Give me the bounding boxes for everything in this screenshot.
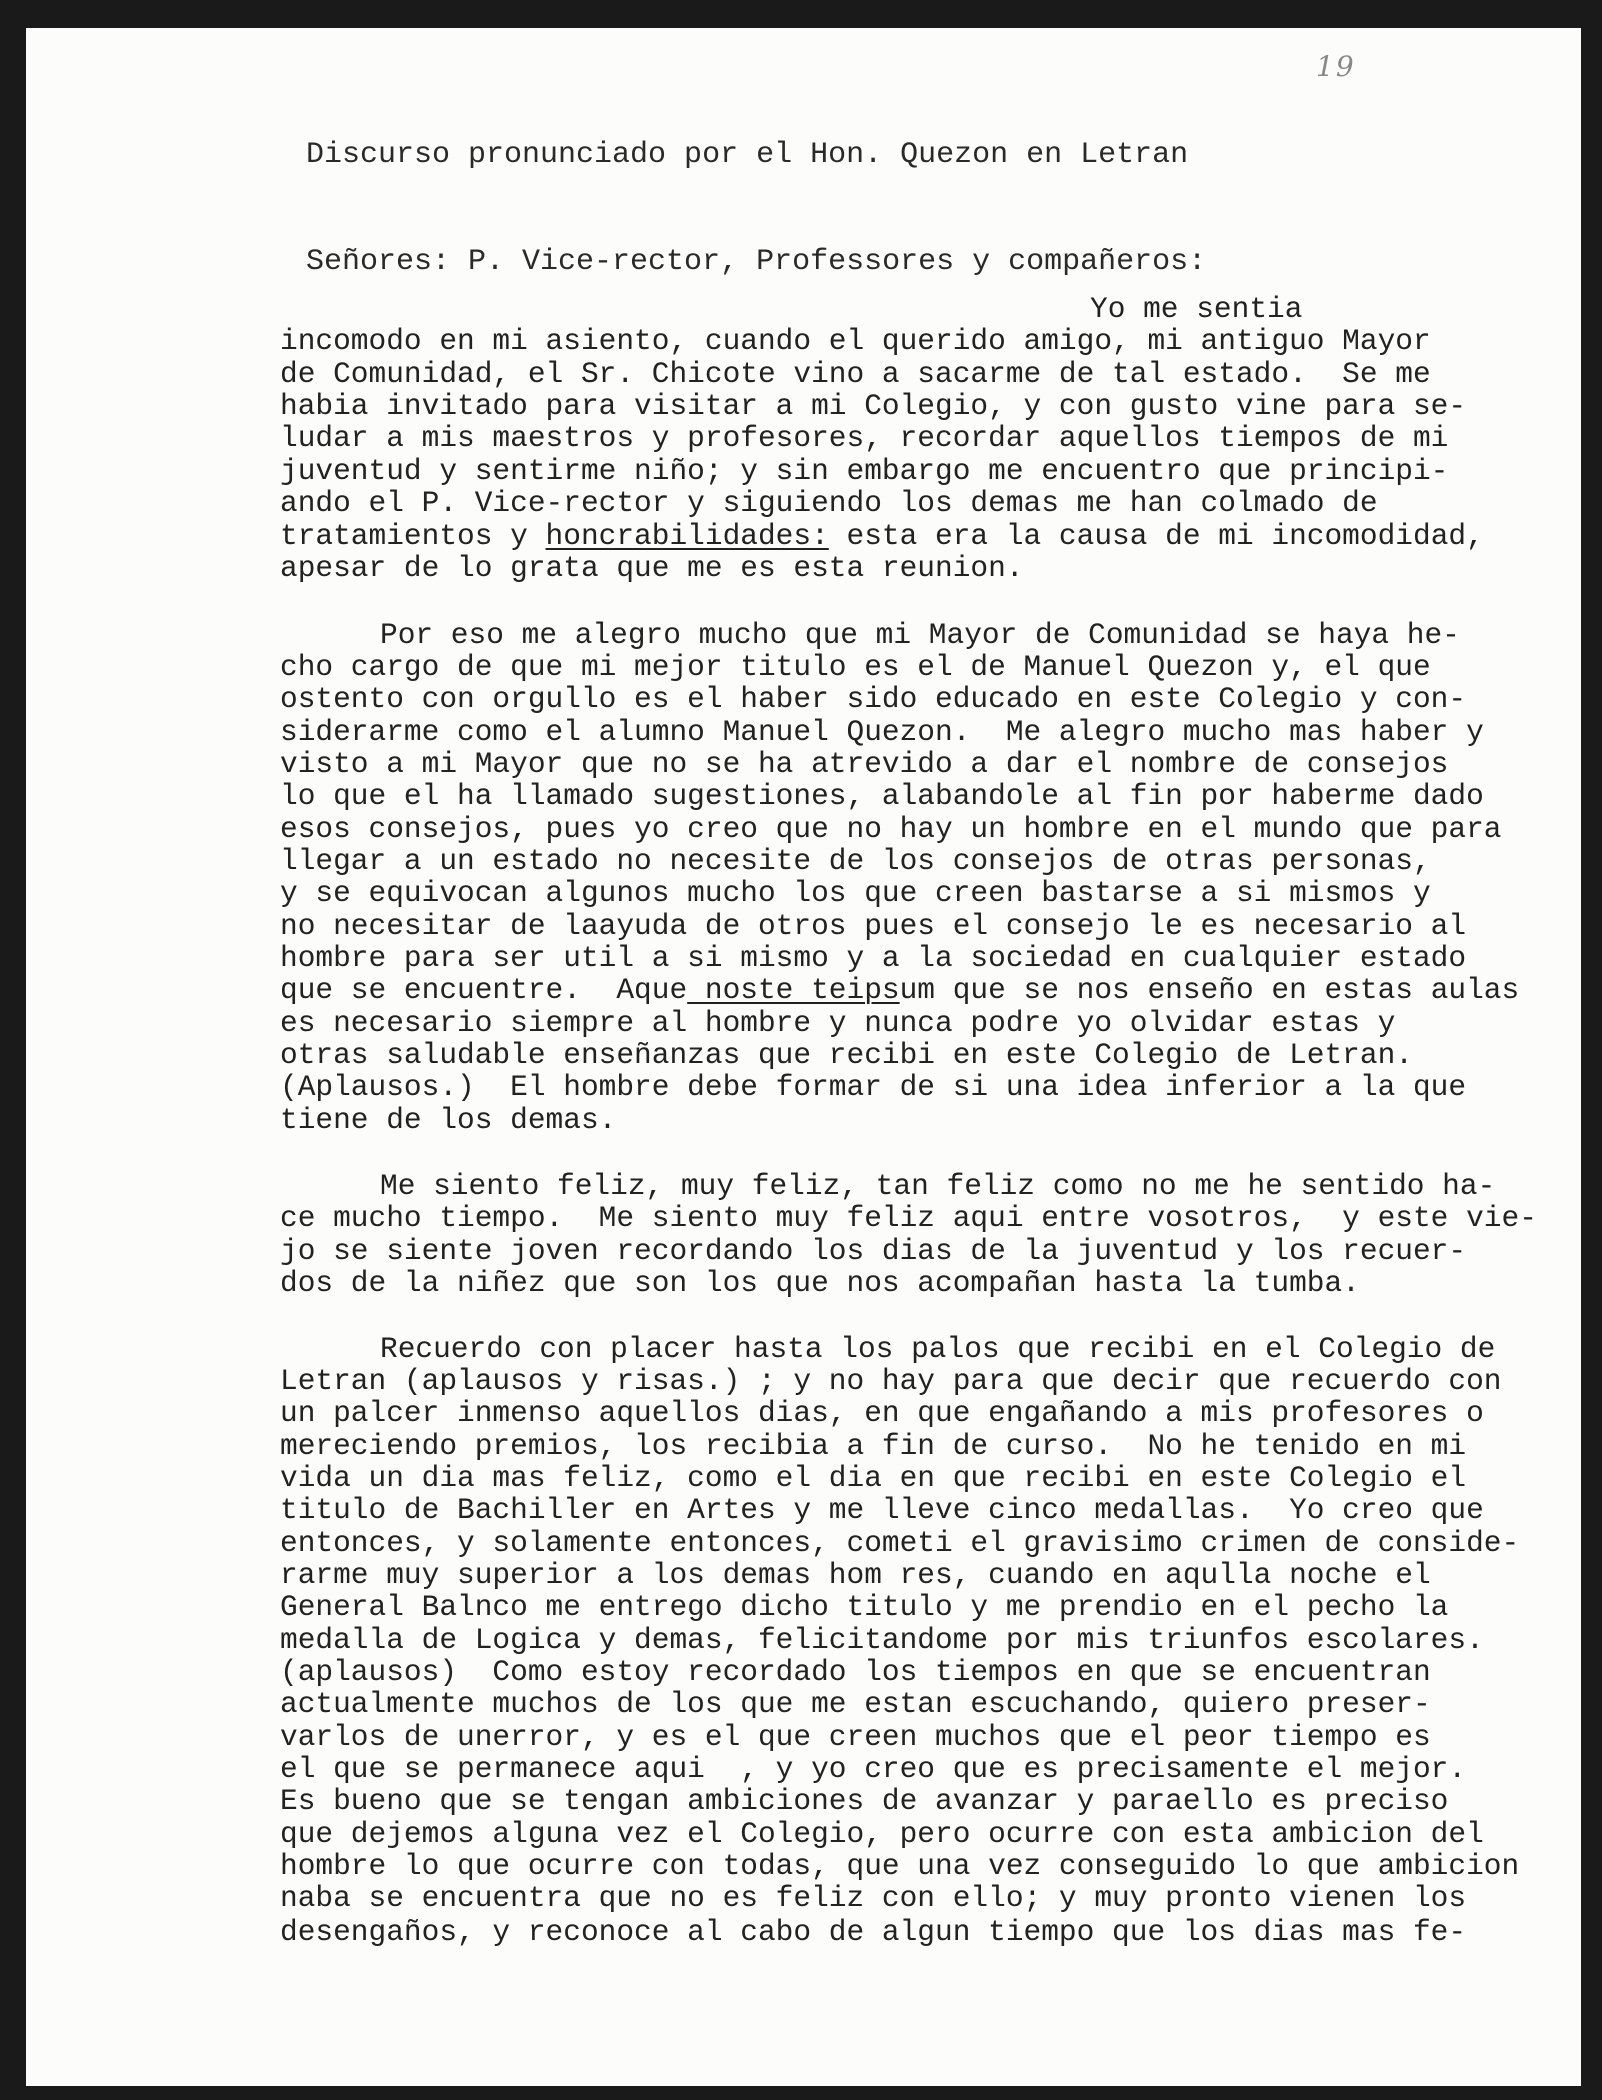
text-line: tratamientos y honcrabilidades: esta era la causa de mi incomodidad,	[280, 519, 1484, 553]
text-line: tiene de los demas.	[280, 1103, 617, 1137]
text-line: Yo me sentia	[1090, 292, 1303, 326]
text-line: vida un dia mas feliz, como el dia en que recibi en este Colegio el	[280, 1461, 1467, 1495]
text-line: (Aplausos.) El hombre debe formar de si una idea inferior a la que	[280, 1070, 1467, 1104]
text-line: visto a mi Mayor que no se ha atrevido a dar el nombre de consejos	[280, 747, 1449, 781]
text-line: esos consejos, pues yo creo que no hay un hombre en el mundo que para	[280, 812, 1502, 846]
document-title: Discurso pronunciado por el Hon. Quezon en Letran	[306, 138, 1189, 172]
text-line: ostento con orgullo es el haber sido educado en este Colegio y con-	[280, 682, 1467, 716]
text-line: cho cargo de que mi mejor titulo es el de Manuel Quezon y, el que	[280, 650, 1431, 684]
text-line: titulo de Bachiller en Artes y me lleve cinco medallas. Yo creo que	[280, 1493, 1484, 1527]
text-line: que se encuentre. Aque noste teipsum que se nos enseño en estas aulas	[280, 973, 1520, 1007]
document-page	[26, 28, 1581, 2086]
text-line: Es bueno que se tengan ambiciones de avanzar y paraello es preciso	[280, 1784, 1449, 1818]
text-line: lo que el ha llamado sugestiones, alabandole al fin por haberme dado	[280, 779, 1484, 813]
text-line: llegar a un estado no necesite de los consejos de otras personas,	[280, 844, 1431, 878]
text-line: ce mucho tiempo. Me siento muy feliz aqui entre vosotros, y este vie-	[280, 1201, 1537, 1235]
salutation: Señores: P. Vice-rector, Professores y compañeros:	[306, 245, 1207, 279]
text-line: ando el P. Vice-rector y siguiendo los demas me han colmado de	[280, 486, 1378, 520]
text-line: y se equivocan algunos mucho los que creen bastarse a si mismos y	[280, 876, 1431, 910]
text-line: Por eso me alegro mucho que mi Mayor de Comunidad se haya he-	[380, 618, 1460, 652]
text-line: que dejemos alguna vez el Colegio, pero ocurre con esta ambicion del	[280, 1817, 1484, 1851]
text-line: jo se siente joven recordando los dias de la juventud y los recuer-	[280, 1234, 1467, 1268]
text-line: actualmente muchos de los que me estan escuchando, quiero preser-	[280, 1687, 1431, 1721]
text-line: (aplausos) Como estoy recordado los tiempos en que se encuentran	[280, 1655, 1431, 1689]
text-line: hombre lo que ocurre con todas, que una vez conseguido lo que ambicion	[280, 1849, 1520, 1883]
text-line: dos de la niñez que son los que nos acompañan hasta la tumba.	[280, 1266, 1360, 1300]
text-line: habia invitado para visitar a mi Colegio, y con gusto vine para se-	[280, 389, 1467, 423]
text-line: no necesitar de laayuda de otros pues el consejo le es necesario al	[280, 909, 1467, 943]
text-line: Letran (aplausos y risas.) ; y no hay para que decir que recuerdo con	[280, 1364, 1502, 1398]
text-line: desengaños, y reconoce al cabo de algun tiempo que los dias mas fe-	[280, 1915, 1467, 1949]
text-line: juventud y sentirme niño; y sin embargo me encuentro que principi-	[280, 454, 1449, 488]
text-line: incomodo en mi asiento, cuando el querido amigo, mi antiguo Mayor	[280, 324, 1431, 358]
text-line: ludar a mis maestros y profesores, recordar aquellos tiempos de mi	[280, 421, 1449, 455]
text-line: medalla de Logica y demas, felicitandome por mis triunfos escolares.	[280, 1623, 1484, 1657]
text-line: el que se permanece aqui , y yo creo que es precisamente el mejor.	[280, 1752, 1467, 1786]
text-line: otras saludable enseñanzas que recibi en este Colegio de Letran.	[280, 1038, 1413, 1072]
underlined-phrase: noste teips	[687, 973, 900, 1007]
text-line: Recuerdo con placer hasta los palos que recibi en el Colegio de	[380, 1332, 1496, 1366]
page-number: 19	[1316, 50, 1356, 83]
text-line: de Comunidad, el Sr. Chicote vino a sacarme de tal estado. Se me	[280, 357, 1431, 391]
text-line: es necesario siempre al hombre y nunca podre yo olvidar estas y	[280, 1006, 1396, 1040]
underlined-phrase: honcrabilidades:	[545, 519, 829, 553]
text-line: apesar de lo grata que me es esta reunion.	[280, 551, 1024, 585]
text-line: hombre para ser util a si mismo y a la sociedad en cualquier estado	[280, 941, 1467, 975]
text-line: mereciendo premios, los recibia a fin de curso. No he tenido en mi	[280, 1429, 1467, 1463]
text-line: rarme muy superior a los demas hom res, cuando en aqulla noche el	[280, 1558, 1431, 1592]
text-line: General Balnco me entrego dicho titulo y me prendio en el pecho la	[280, 1590, 1449, 1624]
text-line: naba se encuentra que no es feliz con ello; y muy pronto vienen los	[280, 1881, 1467, 1915]
text-line: varlos de unerror, y es el que creen muchos que el peor tiempo es	[280, 1720, 1431, 1754]
text-line: siderarme como el alumno Manuel Quezon. Me alegro mucho mas haber y	[280, 715, 1484, 749]
text-line: entonces, y solamente entonces, cometi el gravisimo crimen de conside-	[280, 1526, 1520, 1560]
text-line: un palcer inmenso aquellos dias, en que engañando a mis profesores o	[280, 1396, 1484, 1430]
text-line: Me siento feliz, muy feliz, tan feliz como no me he sentido ha-	[380, 1169, 1496, 1203]
